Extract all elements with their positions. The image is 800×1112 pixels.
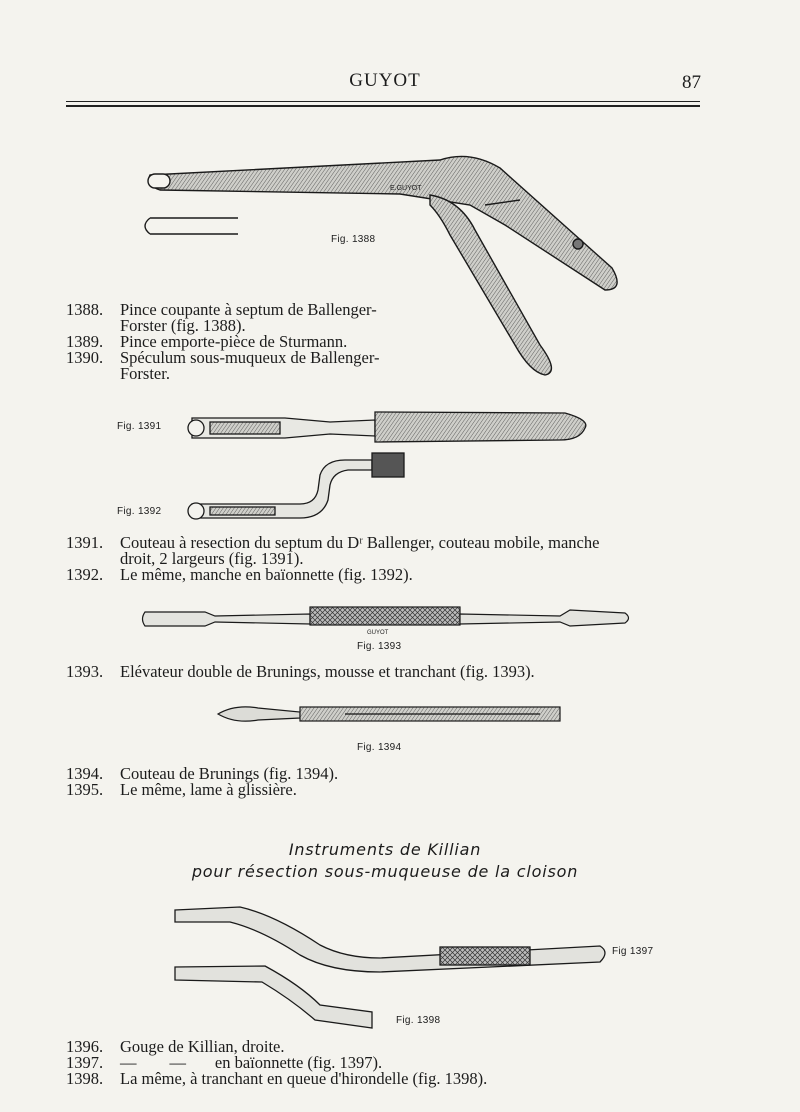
fig-1391-label: Fig. 1391	[117, 421, 162, 432]
section-heading-subtitle: pour résection sous-muqueuse de la cloison	[191, 862, 579, 881]
page-number: 87	[682, 72, 701, 93]
catalog-entry-1391: 1391. Couteau à resection du septum du Dʳ Ballenger, couteau mobile, manche droit, 2 largeurs (fig. 1391).	[66, 533, 600, 568]
fig-1394-label: Fig. 1394	[357, 742, 402, 753]
fig-1393-label: Fig. 1393	[357, 641, 402, 652]
fig-1393-elevator-drawing	[143, 607, 629, 636]
catalog-entry-1392: 1392. Le même, manche en baïonnette (fig. 1392).	[66, 565, 413, 584]
fig-1392-label: Fig. 1392	[117, 506, 162, 517]
catalog-entry-1396: 1396. Gouge de Killian, droite.	[66, 1037, 285, 1056]
fig-1388-maker-mark: E.GUYOT	[390, 185, 422, 192]
catalog-entry-1390: 1390. Spéculum sous-muqueux de Ballenger- Forster.	[66, 348, 380, 383]
fig-1388-label: Fig. 1388	[331, 234, 376, 245]
running-header-title: GUYOT	[349, 70, 421, 91]
fig-1397-gouge-drawing	[175, 907, 605, 972]
fig-1391-knife-drawing	[188, 412, 586, 442]
fig-1397-label: Fig 1397	[612, 946, 654, 957]
fig-1392-bayonet-knife-drawing	[188, 453, 404, 519]
catalog-entry-1389: 1389. Pince emporte-pièce de Sturmann.	[66, 332, 348, 351]
catalog-entry-1395: 1395. Le même, lame à glissière.	[66, 780, 297, 799]
fig-1394-knife-drawing	[218, 707, 560, 721]
catalog-entry-1388: 1388. Pince coupante à septum de Ballenger- Forster (fig. 1388).	[66, 300, 377, 335]
catalog-entry-1398: 1398. La même, à tranchant en queue d'hirondelle (fig. 1398).	[66, 1069, 488, 1088]
fig-1393-maker-mark: GUYOT	[367, 630, 389, 636]
section-heading-title: Instruments de Killian	[288, 840, 482, 859]
catalog-entry-1393: 1393. Elévateur double de Brunings, mousse et tranchant (fig. 1393).	[66, 662, 535, 681]
fig-1398-label: Fig. 1398	[396, 1015, 441, 1026]
catalog-entry-1394: 1394. Couteau de Brunings (fig. 1394).	[66, 764, 339, 783]
catalog-entry-1397: 1397. — — en baïonnette (fig. 1397).	[66, 1053, 383, 1072]
fig-1398-gouge-drawing	[175, 966, 372, 1028]
